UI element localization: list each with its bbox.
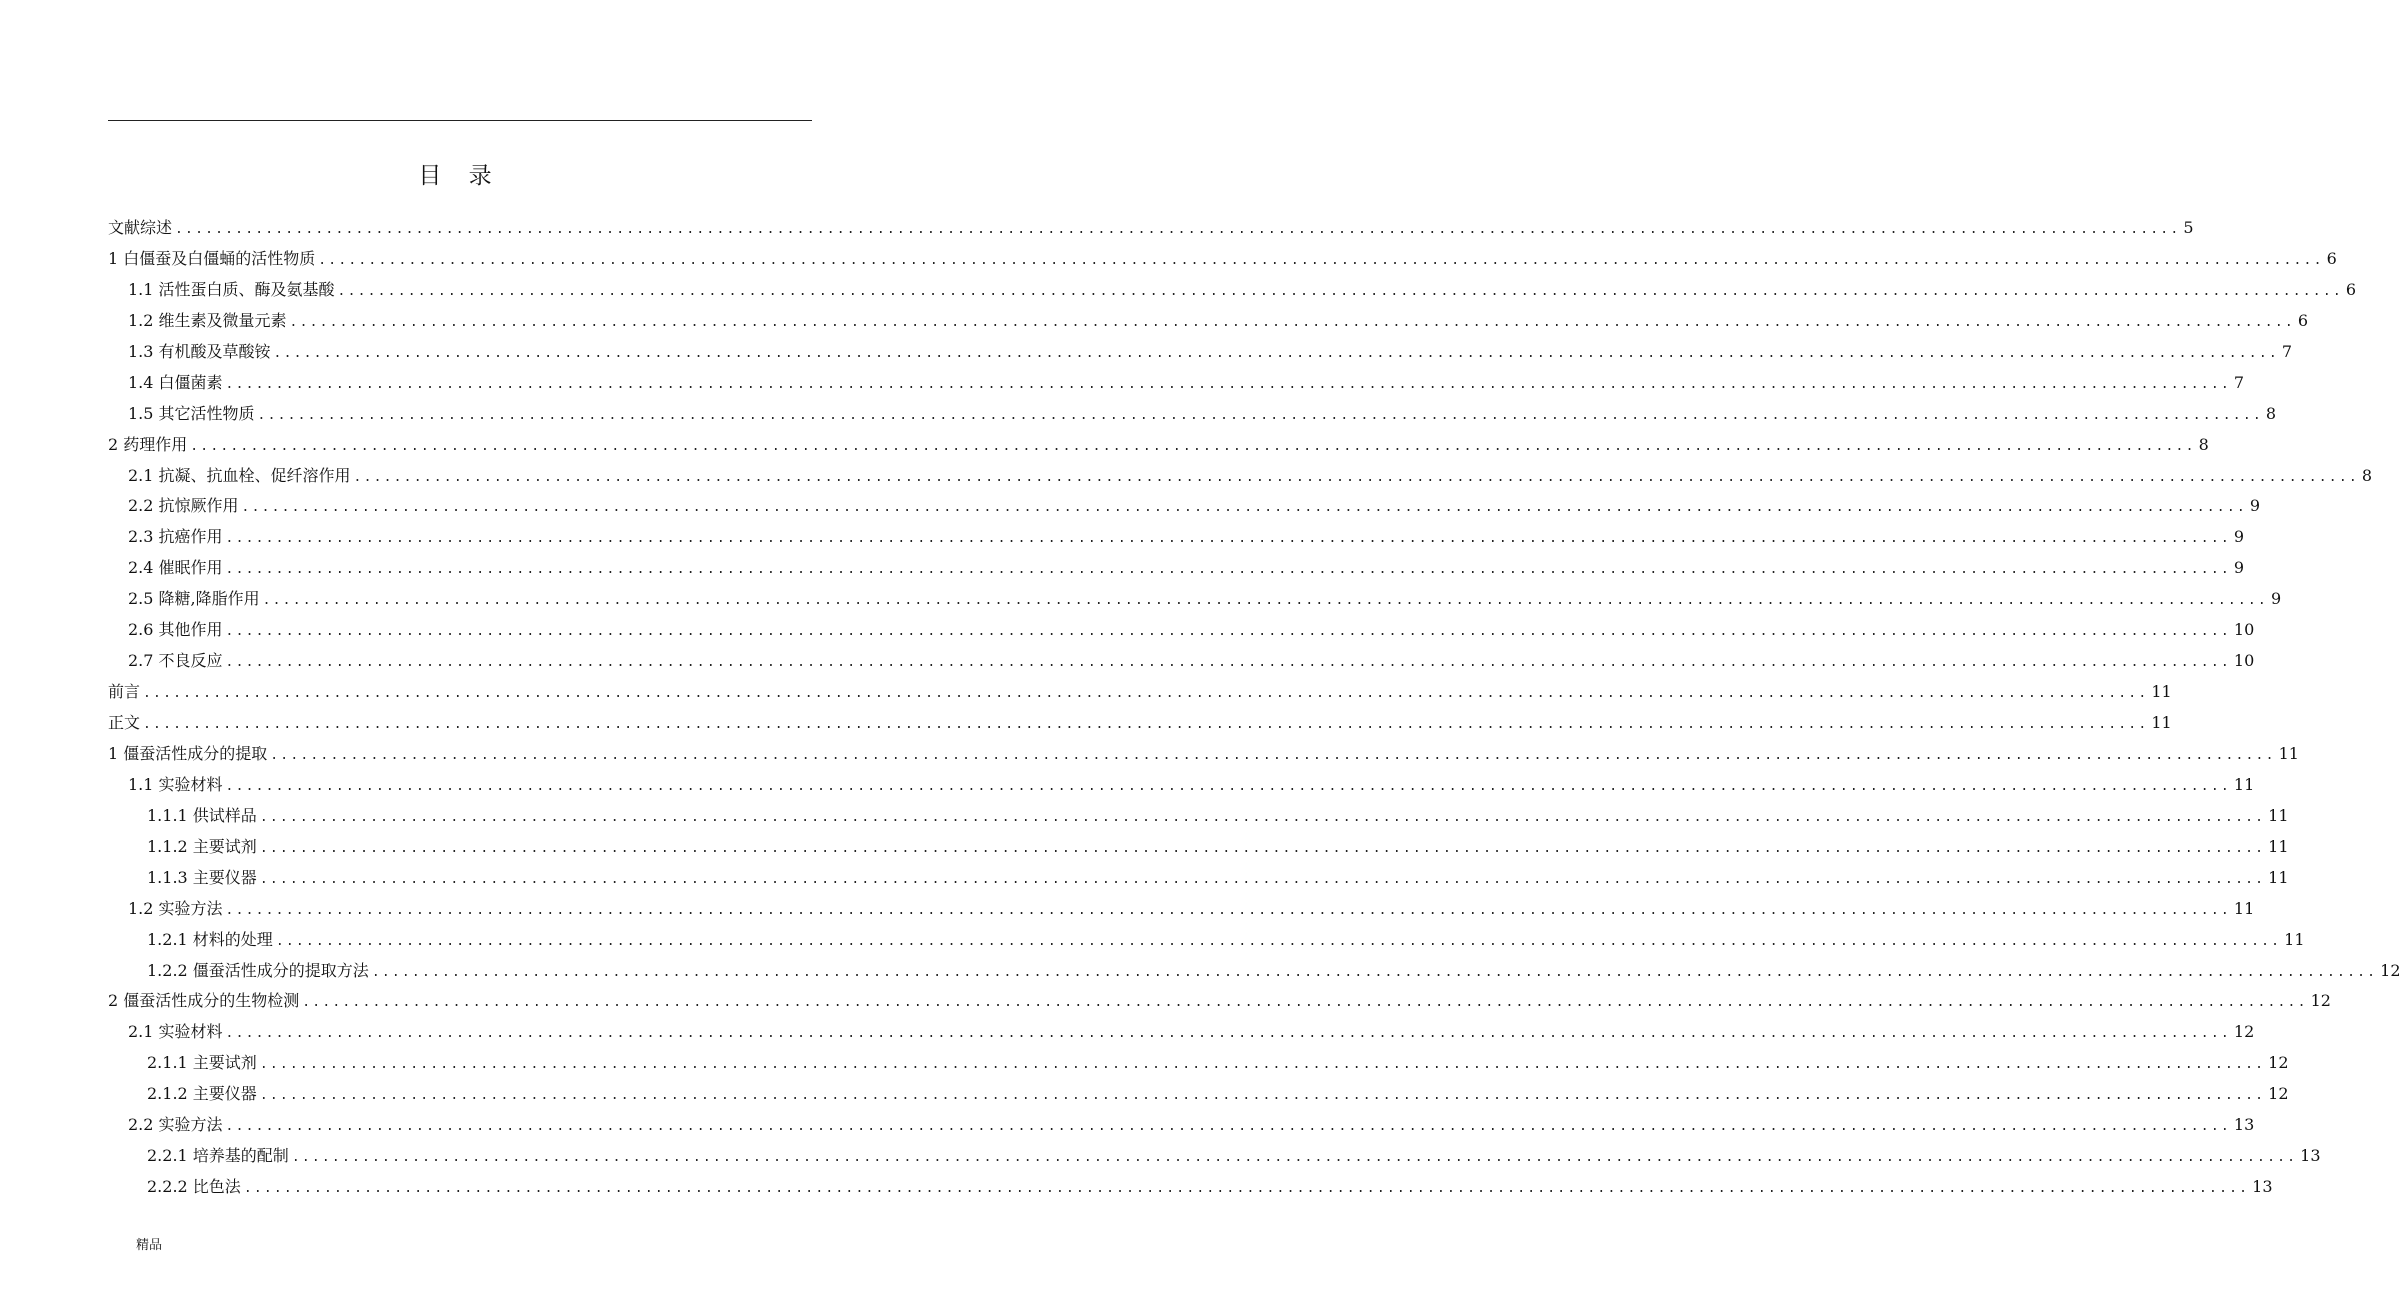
- toc-page-number: 7: [2233, 372, 2245, 392]
- toc-entry-title: 2.1.2 主要仪器: [147, 1084, 257, 1104]
- toc-page-number: 9: [2270, 589, 2282, 609]
- toc-entry-title: 1 僵蚕活性成分的提取: [108, 743, 268, 763]
- dot-leader: ........................................................................................................................................................................................................: [225, 1026, 2231, 1042]
- toc-entry[interactable]: [108, 770, 2255, 801]
- toc-entry[interactable]: [108, 801, 2289, 832]
- toc-entry[interactable]: [108, 368, 2245, 399]
- toc-entry[interactable]: [108, 461, 2373, 492]
- toc-entry[interactable]: [108, 986, 2331, 1017]
- dot-leader: ........................................................................................................................................................................................................: [225, 655, 2231, 671]
- toc-entry[interactable]: [108, 1017, 2255, 1048]
- dot-leader: ........................................................................................................................................................................................................: [291, 1150, 2298, 1166]
- toc-entry[interactable]: [108, 677, 2172, 708]
- toc-entry[interactable]: [108, 708, 2172, 739]
- toc-entry[interactable]: [108, 399, 2277, 430]
- header-rule: [108, 120, 812, 121]
- toc-entry-title: 2.2.1 培养基的配制: [147, 1146, 289, 1166]
- toc-entry-title: 1.5 其它活性物质: [128, 403, 255, 423]
- toc-entry-title: 2 僵蚕活性成分的生物检测: [108, 991, 300, 1011]
- dot-leader: ........................................................................................................................................................................................................: [337, 283, 2343, 299]
- toc-entry[interactable]: [108, 275, 2357, 306]
- dot-leader: ........................................................................................................................................................................................................: [270, 747, 2276, 763]
- toc-page-number: 11: [2233, 774, 2255, 794]
- toc-entry-title: 1 白僵蚕及白僵蛹的活性物质: [108, 248, 316, 268]
- toc-entry[interactable]: [108, 244, 2337, 275]
- dot-leader: ........................................................................................................................................................................................................: [259, 809, 2266, 825]
- dot-leader: ........................................................................................................................................................................................................: [143, 717, 2149, 732]
- toc-entry-title: 2 药理作用: [108, 434, 188, 454]
- dot-leader: ........................................................................................................................................................................................................: [225, 376, 2231, 392]
- toc-entry-title: 1.1.3 主要仪器: [147, 867, 257, 887]
- toc-entry[interactable]: [108, 522, 2245, 553]
- toc-page-number: 8: [2361, 465, 2373, 485]
- dot-leader: ........................................................................................................................................................................................................: [259, 1088, 2266, 1104]
- toc-page-number: 11: [2233, 898, 2255, 918]
- toc-entry-title: 1.2 维生素及微量元素: [128, 310, 287, 330]
- toc-entry-title: 1.4 白僵菌素: [128, 372, 223, 392]
- toc-entry[interactable]: [108, 1141, 2321, 1172]
- dot-leader: ........................................................................................................................................................................................................: [243, 1181, 2250, 1197]
- toc-entry-title: 2.3 抗癌作用: [128, 527, 223, 547]
- dot-leader: ........................................................................................................................................................................................................: [259, 1057, 2266, 1073]
- toc-page-number: 10: [2233, 620, 2255, 640]
- dot-leader: ........................................................................................................................................................................................................: [302, 995, 2308, 1011]
- toc-entry[interactable]: [108, 956, 2401, 987]
- dot-leader: ........................................................................................................................................................................................................: [225, 902, 2231, 918]
- toc-entry-title: 正文: [108, 713, 141, 732]
- dot-leader: ........................................................................................................................................................................................................: [225, 531, 2231, 547]
- toc-page-number: 12: [2268, 1084, 2289, 1104]
- toc-page-number: 5: [2183, 218, 2194, 237]
- page-title: 目 录: [418, 163, 502, 189]
- footer-text: 精品: [136, 1238, 163, 1253]
- toc-entry-title: 前言: [108, 682, 141, 702]
- toc-entry[interactable]: [108, 1172, 2273, 1203]
- dot-leader: ........................................................................................................................................................................................................: [259, 840, 2266, 856]
- toc-entry[interactable]: [108, 925, 2305, 956]
- dot-leader: ........................................................................................................................................................................................................: [259, 871, 2266, 887]
- toc-page-number: 12: [2310, 991, 2331, 1011]
- toc-entry[interactable]: [108, 739, 2299, 770]
- toc-page-number: 9: [2233, 527, 2245, 547]
- toc-entry[interactable]: [108, 306, 2309, 337]
- dot-leader: ........................................................................................................................................................................................................: [143, 686, 2149, 702]
- dot-leader: ........................................................................................................................................................................................................: [353, 469, 2359, 485]
- toc-page-number: 11: [2278, 743, 2299, 763]
- dot-leader: ........................................................................................................................................................................................................: [175, 222, 2181, 237]
- toc-entry[interactable]: [108, 646, 2255, 677]
- dot-leader: ........................................................................................................................................................................................................: [371, 964, 2378, 980]
- toc-entry-title: 2.4 催眠作用: [128, 558, 223, 578]
- toc-page-number: 12: [2268, 1053, 2289, 1073]
- toc-page-number: 11: [2151, 713, 2172, 732]
- toc-page-number: 11: [2268, 836, 2289, 856]
- toc-entry-title: 2.6 其他作用: [128, 620, 223, 640]
- toc-page-number: 13: [2300, 1146, 2321, 1166]
- dot-leader: ........................................................................................................................................................................................................: [225, 562, 2231, 578]
- toc-entry-title: 文献综述: [108, 218, 173, 237]
- dot-leader: ........................................................................................................................................................................................................: [275, 933, 2282, 949]
- toc-entry[interactable]: [108, 1079, 2289, 1110]
- toc-entry[interactable]: [108, 553, 2245, 584]
- dot-leader: ........................................................................................................................................................................................................: [262, 593, 2268, 609]
- toc-entry[interactable]: [108, 1048, 2289, 1079]
- toc-entry[interactable]: [108, 337, 2293, 368]
- toc-entry-title: 1.1 实验材料: [128, 774, 223, 794]
- toc-page-number: 6: [2297, 310, 2309, 330]
- dot-leader: ........................................................................................................................................................................................................: [257, 407, 2263, 423]
- toc-entry[interactable]: [108, 491, 2261, 522]
- toc-entry-title: 1.2.2 僵蚕活性成分的提取方法: [147, 960, 369, 980]
- toc-page-number: 11: [2268, 805, 2289, 825]
- toc-entry-title: 2.1 抗凝、抗血栓、促纤溶作用: [128, 465, 351, 485]
- toc-entry-title: 1.1.1 供试样品: [147, 805, 257, 825]
- toc-entry-title: 1.3 有机酸及草酸铵: [128, 341, 271, 361]
- toc-entry[interactable]: [108, 615, 2255, 646]
- table-of-contents: [108, 213, 2401, 1203]
- dot-leader: ........................................................................................................................................................................................................: [318, 252, 2324, 268]
- toc-entry[interactable]: [108, 894, 2255, 925]
- toc-page-number: 13: [2252, 1177, 2273, 1197]
- toc-page-number: 12: [2380, 960, 2401, 980]
- dot-leader: ........................................................................................................................................................................................................: [273, 345, 2279, 361]
- toc-page-number: 13: [2233, 1115, 2255, 1135]
- toc-page-number: 9: [2249, 496, 2261, 516]
- dot-leader: ........................................................................................................................................................................................................: [289, 314, 2295, 330]
- toc-entry-title: 2.2.2 比色法: [147, 1177, 241, 1197]
- toc-page-number: 12: [2233, 1022, 2255, 1042]
- toc-entry-title: 1.1 活性蛋白质、酶及氨基酸: [128, 279, 335, 299]
- toc-entry-title: 2.1.1 主要试剂: [147, 1053, 257, 1073]
- toc-entry-title: 2.7 不良反应: [128, 651, 223, 671]
- toc-entry-title: 1.2 实验方法: [128, 898, 223, 918]
- toc-entry[interactable]: [108, 213, 2194, 244]
- toc-entry-title: 2.2 抗惊厥作用: [128, 496, 239, 516]
- toc-entry[interactable]: [108, 584, 2282, 615]
- toc-page-number: 7: [2281, 341, 2293, 361]
- toc-entry-title: 1.1.2 主要试剂: [147, 836, 257, 856]
- dot-leader: ........................................................................................................................................................................................................: [241, 500, 2247, 516]
- dot-leader: ........................................................................................................................................................................................................: [225, 624, 2231, 640]
- toc-page-number: 11: [2151, 682, 2172, 702]
- dot-leader: ........................................................................................................................................................................................................: [190, 438, 2196, 454]
- dot-leader: ........................................................................................................................................................................................................: [225, 778, 2231, 794]
- toc-page-number: 8: [2265, 403, 2277, 423]
- toc-entry-title: 2.1 实验材料: [128, 1022, 223, 1042]
- toc-entry[interactable]: [108, 863, 2289, 894]
- toc-entry[interactable]: [108, 430, 2209, 461]
- toc-page-number: 6: [2345, 279, 2357, 299]
- toc-page-number: 9: [2233, 558, 2245, 578]
- toc-page-number: 8: [2198, 434, 2209, 454]
- toc-page-number: 10: [2233, 651, 2255, 671]
- toc-page-number: 6: [2326, 248, 2337, 268]
- toc-page-number: 11: [2268, 867, 2289, 887]
- dot-leader: ........................................................................................................................................................................................................: [225, 1119, 2231, 1135]
- toc-entry[interactable]: [108, 832, 2289, 863]
- toc-entry-title: 2.5 降糖,降脂作用: [128, 589, 260, 609]
- toc-entry[interactable]: [108, 1110, 2255, 1141]
- toc-entry-title: 1.2.1 材料的处理: [147, 929, 273, 949]
- toc-entry-title: 2.2 实验方法: [128, 1115, 223, 1135]
- toc-page-number: 11: [2284, 929, 2305, 949]
